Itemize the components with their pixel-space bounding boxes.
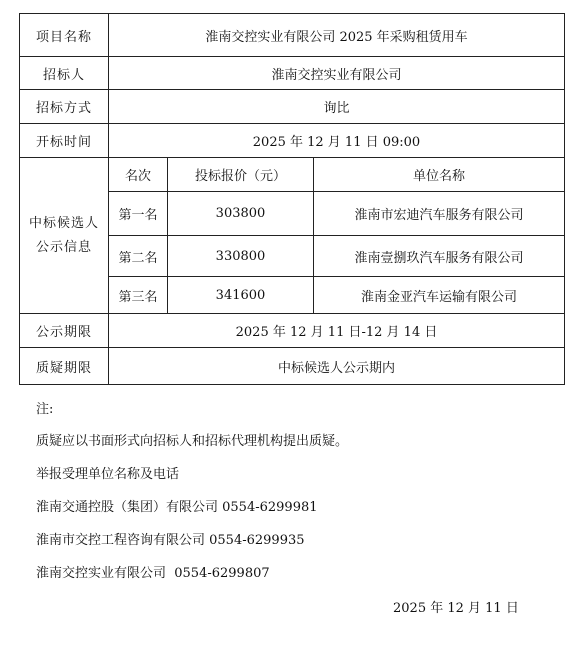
- contact-line: 淮南交通控股（集团）有限公司 0554-6299981: [36, 500, 318, 515]
- candidate-unit: 淮南壹捌玖汽车服务有限公司: [314, 236, 565, 277]
- candidate-rank: 第一名: [109, 192, 168, 236]
- candidate-price: 303800: [168, 192, 314, 236]
- price-header: 投标报价（元）: [168, 158, 314, 192]
- contact-line: 淮南市交控工程咨询有限公司 0554-6299935: [36, 533, 305, 548]
- method-label: 招标方式: [20, 90, 109, 124]
- project-name-value: 淮南交控实业有限公司 2025 年采购租赁用车: [109, 14, 565, 57]
- candidate-rank: 第二名: [109, 236, 168, 277]
- rank-header: 名次: [109, 158, 168, 192]
- query-period-label: 质疑期限: [20, 348, 109, 385]
- tenderer-value: 淮南交控实业有限公司: [109, 57, 565, 90]
- candidate-price: 330800: [168, 236, 314, 277]
- row-query-period: [20, 348, 565, 385]
- project-name-label: 项目名称: [20, 14, 109, 57]
- candidate-rank: 第三名: [109, 277, 168, 314]
- row-project-name: [20, 14, 565, 57]
- row-tenderer: [20, 57, 565, 90]
- candidates-label: [20, 158, 109, 314]
- publicity-period-label: 公示期限: [20, 314, 109, 348]
- row-open-time: [20, 124, 565, 158]
- notes-section: [36, 398, 348, 595]
- candidates-label-line1: 中标候选人: [28, 215, 99, 231]
- publicity-period-value: 2025 年 12 月 11 日-12 月 14 日: [109, 314, 565, 348]
- candidate-unit: 淮南市宏迪汽车服务有限公司: [314, 192, 565, 236]
- row-method: [20, 90, 565, 124]
- candidates-label-line2: 公示信息: [35, 239, 92, 255]
- query-period-value: 中标候选人公示期内: [109, 348, 565, 385]
- bid-result-table: [19, 13, 565, 385]
- contact-line: 淮南交控实业有限公司 0554-6299807: [36, 566, 270, 581]
- row-candidates-header: [20, 158, 565, 192]
- notes-heading: 注:: [36, 402, 54, 417]
- open-time-value: 2025 年 12 月 11 日 09:00: [109, 124, 565, 158]
- candidate-price: 341600: [168, 277, 314, 314]
- method-value: 询比: [109, 90, 565, 124]
- open-time-label: 开标时间: [20, 124, 109, 158]
- tenderer-label: 招标人: [20, 57, 109, 90]
- notes-line-report: 举报受理单位名称及电话: [36, 467, 180, 482]
- candidate-unit: 淮南金亚汽车运输有限公司: [314, 277, 565, 314]
- notes-line-query: 质疑应以书面形式向招标人和招标代理机构提出质疑。: [36, 434, 349, 449]
- sign-date: 2025 年 12 月 11 日: [393, 601, 519, 616]
- unit-header: 单位名称: [314, 158, 565, 192]
- row-publicity-period: [20, 314, 565, 348]
